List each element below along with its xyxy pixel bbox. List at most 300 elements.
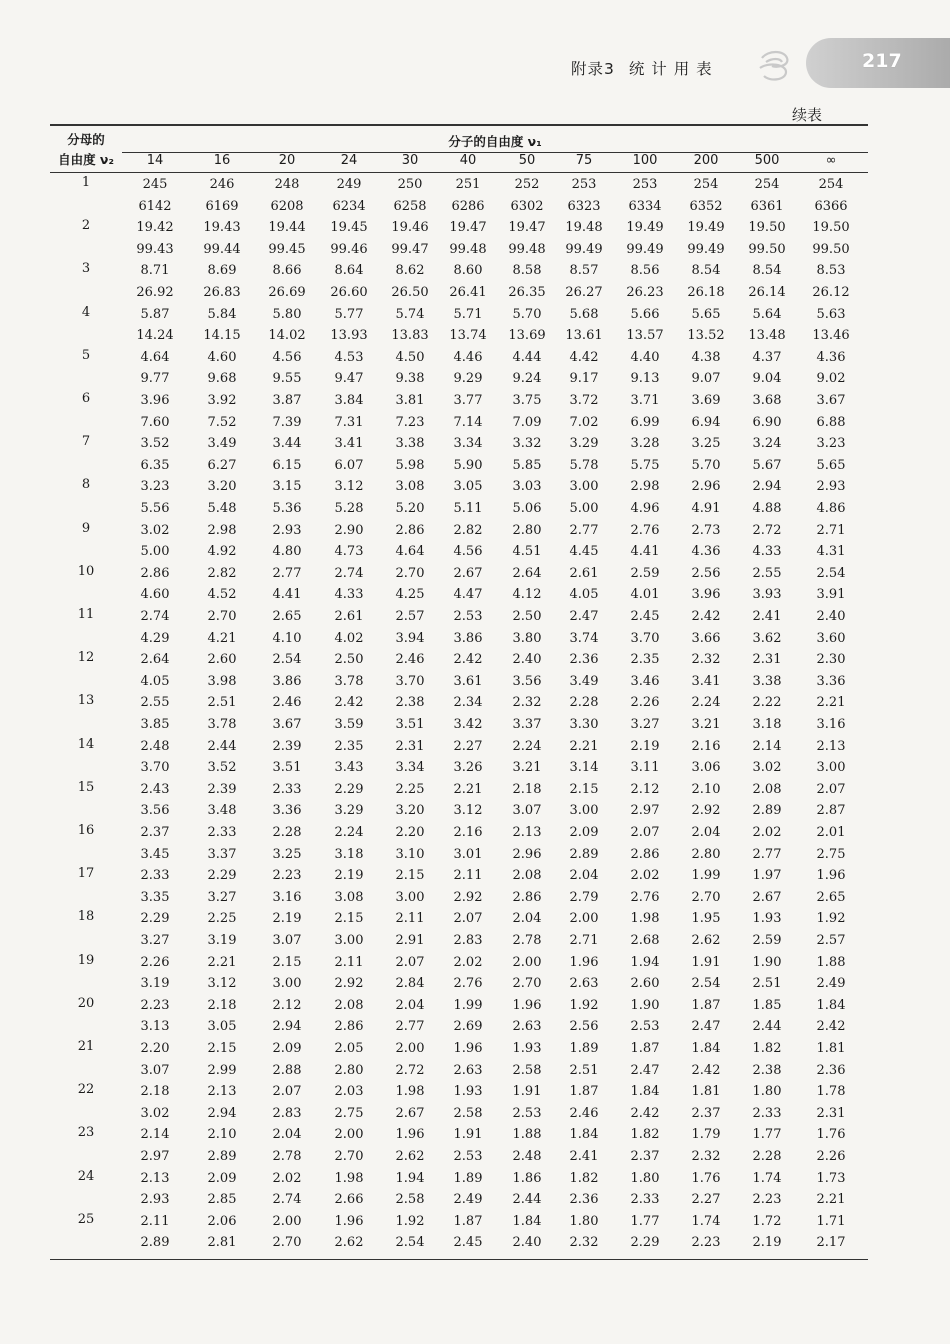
table-cell: 3.45 <box>140 846 170 862</box>
table-row <box>50 1039 868 1061</box>
table-cell: 2.20 <box>140 1041 170 1056</box>
table-cell: 7.60 <box>140 414 170 430</box>
table-cell: 6208 <box>270 198 304 214</box>
table-cell: 3.32 <box>512 436 542 452</box>
table-cell: 3.05 <box>453 479 483 495</box>
table-cell: 2.96 <box>512 846 542 862</box>
table-row <box>50 499 868 521</box>
table-row <box>50 1017 868 1039</box>
table-cell: 1.96 <box>512 997 542 1013</box>
table-cell: 1.88 <box>512 1127 542 1143</box>
table-cell: 2.44 <box>207 738 237 754</box>
table-cell: 2.30 <box>816 652 846 668</box>
table-cell: 3.07 <box>512 803 542 819</box>
table-cell: 5.11 <box>453 501 483 516</box>
table-cell: 2.53 <box>630 1019 660 1035</box>
table-cell: 6142 <box>138 198 172 214</box>
table-cell: 3.69 <box>691 393 721 408</box>
table-cell: 2.53 <box>453 609 483 624</box>
table-cell: 3.85 <box>140 717 170 732</box>
denominator-df-cell: 15 <box>77 779 95 795</box>
table-cell: 8.71 <box>140 263 170 279</box>
table-cell: 2.77 <box>272 565 302 581</box>
table-cell: 5.75 <box>630 457 660 473</box>
table-cell: 99.47 <box>391 241 429 257</box>
table-cell: 3.19 <box>140 976 170 992</box>
table-cell: 2.23 <box>752 1192 782 1208</box>
table-cell: 2.58 <box>512 1062 542 1078</box>
table-cell: 3.24 <box>752 436 782 452</box>
table-row <box>50 1212 868 1234</box>
table-cell: 2.39 <box>272 738 302 754</box>
table-cell: 2.33 <box>207 825 237 840</box>
table-cell: 8.64 <box>334 263 364 279</box>
denominator-df-cell: 9 <box>81 520 91 536</box>
table-cell: 3.00 <box>816 760 846 776</box>
table-cell: 245 <box>142 177 168 192</box>
table-cell: 2.16 <box>453 825 483 840</box>
table-cell: 2.98 <box>630 479 660 495</box>
table-cell: 6361 <box>750 198 784 214</box>
table-cell: 19.50 <box>812 220 850 236</box>
table-cell: 6234 <box>332 198 366 214</box>
table-cell: 2.42 <box>816 1019 846 1035</box>
table-cell: 4.50 <box>395 349 425 365</box>
table-cell: 19.47 <box>508 220 546 236</box>
table-cell: 5.85 <box>512 457 542 473</box>
table-cell: 2.54 <box>272 652 302 668</box>
table-cell: 3.37 <box>512 717 542 732</box>
table-cell: 4.25 <box>395 587 425 603</box>
table-cell: 2.61 <box>569 565 599 581</box>
table-cell: 4.36 <box>816 349 846 365</box>
table-cell: 26.92 <box>136 285 174 300</box>
table-cell: 1.96 <box>569 954 599 970</box>
column-headers <box>50 153 868 171</box>
denominator-df-cell: 22 <box>77 1082 95 1098</box>
table-cell: 2.15 <box>395 868 425 884</box>
table-cell: 6286 <box>451 198 485 214</box>
table-cell: 4.80 <box>272 544 302 560</box>
table-cell: 13.74 <box>449 328 487 344</box>
table-cell: 2.21 <box>569 738 599 754</box>
table-cell: 3.18 <box>752 717 782 732</box>
table-cell: 9.47 <box>334 371 364 387</box>
table-cell: 1.90 <box>752 954 782 970</box>
table-cell: 2.00 <box>569 911 599 927</box>
table-cell: 3.94 <box>395 630 425 646</box>
table-cell: 2.23 <box>272 868 302 884</box>
table-row <box>50 218 868 240</box>
table-cell: 9.04 <box>752 371 782 387</box>
table-cell: 5.63 <box>816 306 846 322</box>
table-cell: 1.99 <box>691 868 721 884</box>
table-cell: 1.87 <box>630 1041 660 1056</box>
table-cell: 253 <box>571 177 597 192</box>
table-cell: 2.93 <box>140 1192 170 1208</box>
table-row <box>50 1233 868 1255</box>
table-row <box>50 845 868 867</box>
table-cell: 3.21 <box>512 760 542 776</box>
table-cell: 3.28 <box>630 436 660 452</box>
column-header: 20 <box>278 153 296 168</box>
table-cell: 1.97 <box>752 868 782 884</box>
table-cell: 4.02 <box>334 630 364 646</box>
table-cell: 4.56 <box>453 544 483 560</box>
table-cell: 2.04 <box>569 868 599 884</box>
table-cell: 2.31 <box>752 652 782 668</box>
table-cell: 99.50 <box>748 241 786 257</box>
table-cell: 1.89 <box>453 1170 483 1186</box>
table-cell: 3.23 <box>816 436 846 452</box>
table-cell: 3.20 <box>395 803 425 819</box>
table-cell: 2.09 <box>272 1041 302 1056</box>
table-cell: 2.43 <box>140 781 170 797</box>
table-cell: 9.13 <box>630 371 660 387</box>
table-cell: 2.42 <box>334 695 364 711</box>
table-cell: 5.66 <box>630 306 660 322</box>
denominator-df-cell: 10 <box>77 563 95 579</box>
table-cell: 3.71 <box>630 393 660 408</box>
table-cell: 3.23 <box>140 479 170 495</box>
table-cell: 3.52 <box>140 436 170 452</box>
table-cell: 3.41 <box>334 436 364 452</box>
table-cell: 2.15 <box>272 954 302 970</box>
table-cell: 2.57 <box>395 609 425 624</box>
table-cell: 2.40 <box>816 609 846 624</box>
table-cell: 1.82 <box>630 1127 660 1143</box>
table-cell: 2.66 <box>334 1192 364 1208</box>
table-cell: 2.37 <box>630 1149 660 1164</box>
table-cell: 6.94 <box>691 414 721 430</box>
table-cell: 2.26 <box>816 1149 846 1164</box>
table-cell: 4.38 <box>691 349 721 365</box>
section-label: 附录3 <box>571 60 615 78</box>
table-cell: 2.34 <box>453 695 483 711</box>
table-cell: 5.00 <box>569 501 599 516</box>
table-cell: 4.92 <box>207 544 237 560</box>
column-header: 16 <box>213 153 231 168</box>
table-cell: 3.70 <box>140 760 170 776</box>
table-cell: 6169 <box>205 198 239 214</box>
table-cell: 2.21 <box>816 695 846 711</box>
table-cell: 2.19 <box>752 1235 782 1251</box>
table-cell: 2.08 <box>512 868 542 884</box>
table-cell: 6334 <box>628 198 662 214</box>
table-cell: 1.80 <box>630 1170 660 1186</box>
table-cell: 1.96 <box>334 1213 364 1229</box>
table-cell: 2.51 <box>569 1062 599 1078</box>
table-row <box>50 931 868 953</box>
table-cell: 1.98 <box>334 1170 364 1186</box>
table-cell: 3.08 <box>334 889 364 905</box>
table-cell: 2.49 <box>816 976 846 992</box>
table-cell: 1.74 <box>752 1170 782 1186</box>
continued-label: 续表 <box>792 106 823 124</box>
denominator-df-cell: 20 <box>77 995 95 1011</box>
table-cell: 1.93 <box>752 911 782 927</box>
table-cell: 19.44 <box>268 220 306 236</box>
table-cell: 3.37 <box>207 846 237 862</box>
table-cell: 2.58 <box>453 1105 483 1121</box>
table-cell: 19.48 <box>565 220 603 236</box>
table-cell: 2.62 <box>691 933 721 948</box>
table-cell: 19.50 <box>748 220 786 236</box>
table-cell: 2.03 <box>334 1084 364 1100</box>
table-cell: 2.80 <box>512 522 542 538</box>
table-cell: 7.02 <box>569 414 599 430</box>
table-row <box>50 607 868 629</box>
table-row <box>50 348 868 370</box>
table-cell: 2.18 <box>140 1084 170 1100</box>
table-cell: 2.65 <box>816 889 846 905</box>
denominator-df-cell: 6 <box>81 391 91 406</box>
table-cell: 4.33 <box>334 587 364 603</box>
table-cell: 19.42 <box>136 220 174 236</box>
table-cell: 2.59 <box>752 933 782 948</box>
table-cell: 3.38 <box>395 436 425 452</box>
table-cell: 2.77 <box>395 1019 425 1035</box>
denominator-label-line1: 分母的 <box>67 132 105 147</box>
table-cell: 2.82 <box>207 565 237 581</box>
table-cell: 1.76 <box>691 1170 721 1186</box>
table-cell: 8.60 <box>453 263 483 279</box>
table-row <box>50 175 868 197</box>
table-cell: 3.49 <box>207 436 237 452</box>
table-cell: 1.84 <box>816 997 846 1013</box>
table-row <box>50 434 868 456</box>
table-cell: 2.64 <box>140 652 170 668</box>
table-cell: 9.38 <box>395 371 425 387</box>
table-row <box>50 996 868 1018</box>
table-row <box>50 1147 868 1169</box>
table-cell: 2.92 <box>453 889 483 905</box>
table-row <box>50 585 868 607</box>
table-cell: 3.68 <box>752 393 782 408</box>
table-cell: 5.00 <box>140 544 170 560</box>
table-cell: 2.29 <box>207 868 237 884</box>
table-cell: 2.96 <box>691 479 721 495</box>
table-cell: 3.00 <box>334 933 364 948</box>
table-cell: 1.87 <box>569 1084 599 1100</box>
table-cell: 1.84 <box>569 1127 599 1143</box>
table-header <box>50 126 868 172</box>
table-cell: 2.36 <box>816 1062 846 1078</box>
table-cell: 3.56 <box>512 673 542 689</box>
table-row <box>50 1104 868 1126</box>
table-row <box>50 477 868 499</box>
table-cell: 2.59 <box>630 565 660 581</box>
table-cell: 1.72 <box>752 1213 782 1229</box>
table-cell: 19.47 <box>449 220 487 236</box>
table-cell: 8.53 <box>816 263 846 279</box>
table-cell: 2.27 <box>453 738 483 754</box>
table-cell: 8.66 <box>272 263 302 279</box>
table-cell: 5.77 <box>334 306 364 322</box>
table-cell: 5.36 <box>272 501 302 516</box>
table-cell: 2.32 <box>691 1149 721 1164</box>
table-cell: 2.92 <box>691 803 721 819</box>
table-cell: 2.72 <box>752 522 782 538</box>
table-cell: 2.33 <box>140 868 170 884</box>
table-cell: 2.40 <box>512 652 542 668</box>
table-cell: 2.89 <box>752 803 782 819</box>
table-cell: 251 <box>455 177 481 192</box>
table-cell: 3.92 <box>207 393 237 408</box>
table-cell: 3.86 <box>272 673 302 689</box>
table-cell: 246 <box>209 177 235 192</box>
table-cell: 2.61 <box>334 609 364 624</box>
table-cell: 26.35 <box>508 285 546 300</box>
table-cell: 7.14 <box>453 414 483 430</box>
table-cell: 2.06 <box>207 1213 237 1229</box>
table-cell: 1.87 <box>453 1213 483 1229</box>
table-cell: 2.35 <box>630 652 660 668</box>
table-cell: 2.13 <box>140 1170 170 1186</box>
table-cell: 2.05 <box>334 1041 364 1056</box>
table-cell: 8.57 <box>569 263 599 279</box>
table-cell: 3.06 <box>691 760 721 776</box>
table-cell: 1.81 <box>691 1084 721 1100</box>
table-cell: 26.83 <box>203 285 241 300</box>
table-cell: 1.77 <box>630 1213 660 1229</box>
table-row <box>50 240 868 262</box>
table-cell: 99.48 <box>449 241 487 257</box>
table-cell: 99.43 <box>136 241 174 257</box>
table-cell: 8.56 <box>630 263 660 279</box>
table-row <box>50 542 868 564</box>
table-cell: 2.31 <box>816 1105 846 1121</box>
table-cell: 2.32 <box>569 1235 599 1251</box>
running-header <box>571 57 713 79</box>
table-cell: 3.72 <box>569 393 599 408</box>
table-cell: 6366 <box>814 198 848 214</box>
table-cell: 2.00 <box>334 1127 364 1143</box>
table-cell: 2.15 <box>569 781 599 797</box>
table-cell: 13.46 <box>812 328 850 344</box>
section-title: 统 计 用 表 <box>628 60 713 78</box>
table-cell: 2.60 <box>630 976 660 992</box>
table-cell: 2.48 <box>512 1149 542 1164</box>
table-cell: 4.01 <box>630 587 660 603</box>
table-cell: 1.81 <box>816 1041 846 1056</box>
table-cell: 254 <box>754 177 780 192</box>
table-cell: 2.02 <box>752 825 782 840</box>
table-cell: 3.96 <box>140 393 170 408</box>
table-cell: 3.21 <box>691 717 721 732</box>
table-cell: 6.90 <box>752 414 782 430</box>
table-cell: 9.68 <box>207 371 237 387</box>
table-cell: 2.22 <box>752 695 782 711</box>
table-row <box>50 1169 868 1191</box>
table-cell: 2.00 <box>395 1041 425 1056</box>
denominator-df-cell: 7 <box>81 434 91 450</box>
table-cell: 253 <box>632 177 658 192</box>
table-cell: 3.66 <box>691 630 721 646</box>
table-cell: 2.86 <box>140 565 170 581</box>
table-cell: 4.44 <box>512 349 542 365</box>
table-cell: 1.73 <box>816 1170 846 1186</box>
table-cell: 2.70 <box>691 889 721 905</box>
table-cell: 9.07 <box>691 371 721 387</box>
table-row <box>50 672 868 694</box>
table-cell: 1.89 <box>569 1041 599 1056</box>
table-cell: 2.09 <box>207 1170 237 1186</box>
table-row <box>50 305 868 327</box>
table-cell: 2.63 <box>569 976 599 992</box>
table-row <box>50 693 868 715</box>
table-cell: 5.06 <box>512 501 542 516</box>
table-cell: 1.94 <box>630 954 660 970</box>
table-cell: 2.47 <box>691 1019 721 1035</box>
table-cell: 5.65 <box>691 306 721 322</box>
table-cell: 2.51 <box>752 976 782 992</box>
table-cell: 2.78 <box>272 1149 302 1164</box>
table-cell: 2.09 <box>569 825 599 840</box>
table-cell: 2.14 <box>752 738 782 754</box>
table-cell: 4.42 <box>569 349 599 365</box>
table-cell: 5.98 <box>395 457 425 473</box>
table-cell: 14.15 <box>203 328 241 344</box>
table-cell: 2.41 <box>569 1149 599 1164</box>
table-cell: 2.46 <box>569 1105 599 1121</box>
table-cell: 4.60 <box>207 349 237 365</box>
table-cell: 2.84 <box>395 976 425 992</box>
denominator-df-cell: 5 <box>81 347 91 363</box>
table-cell: 3.00 <box>569 803 599 819</box>
table-cell: 5.84 <box>207 306 237 322</box>
table-cell: 2.38 <box>752 1062 782 1078</box>
table-cell: 2.62 <box>395 1149 425 1164</box>
table-cell: 4.56 <box>272 349 302 365</box>
table-cell: 6352 <box>689 198 723 214</box>
table-cell: 19.49 <box>687 220 725 236</box>
table-cell: 2.54 <box>395 1235 425 1251</box>
table-cell: 2.86 <box>395 522 425 538</box>
table-row <box>50 261 868 283</box>
table-cell: 3.00 <box>569 479 599 495</box>
table-cell: 4.40 <box>630 349 660 365</box>
table-cell: 2.62 <box>334 1235 364 1251</box>
table-cell: 4.41 <box>272 587 302 603</box>
table-cell: 2.24 <box>334 825 364 840</box>
table-cell: 2.20 <box>395 825 425 840</box>
table-cell: 3.91 <box>816 587 846 603</box>
table-cell: 2.70 <box>207 609 237 624</box>
table-cell: 2.28 <box>569 695 599 711</box>
column-header: 50 <box>518 153 536 168</box>
table-cell: 2.78 <box>512 933 542 948</box>
table-cell: 2.72 <box>395 1062 425 1078</box>
denominator-df-cell: 24 <box>77 1168 95 1184</box>
table-cell: 1.93 <box>453 1084 483 1100</box>
table-row <box>50 974 868 996</box>
denominator-df-cell: 14 <box>77 736 95 752</box>
table-cell: 2.23 <box>691 1235 721 1251</box>
table-cell: 2.12 <box>272 997 302 1013</box>
table-cell: 2.07 <box>453 911 483 927</box>
table-cell: 2.39 <box>207 781 237 797</box>
table-row <box>50 413 868 435</box>
table-cell: 99.49 <box>565 241 603 257</box>
table-cell: 99.44 <box>203 241 241 257</box>
table-cell: 3.25 <box>272 846 302 862</box>
table-cell: 2.79 <box>569 889 599 905</box>
table-cell: 3.48 <box>207 803 237 819</box>
table-cell: 3.18 <box>334 846 364 862</box>
table-cell: 1.91 <box>691 954 721 970</box>
table-cell: 3.10 <box>395 846 425 862</box>
